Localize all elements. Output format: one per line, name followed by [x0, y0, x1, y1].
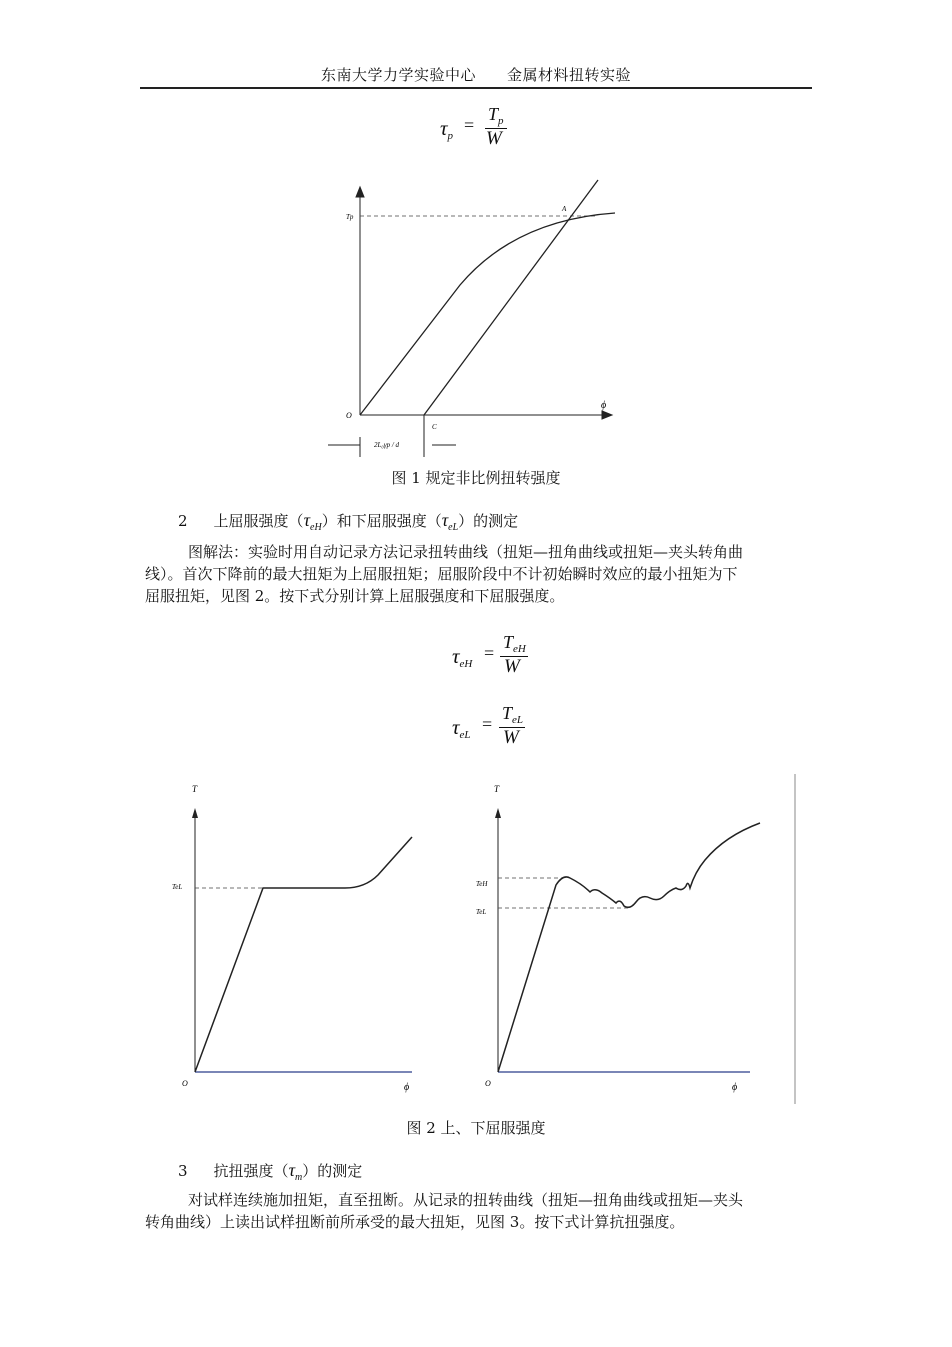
fig2-right-label-o: O [485, 1079, 491, 1088]
figure-2-chart [150, 770, 810, 1110]
eq-el-lhs-sub: eL [459, 729, 471, 741]
equation-tau-eh [452, 632, 542, 682]
section-2-paragraph [145, 541, 815, 607]
eq-el-lhs: τ [452, 715, 460, 739]
eq-eh-denominator: W [504, 656, 520, 677]
header-rule [140, 87, 812, 89]
fig1-x-arrow [602, 411, 612, 419]
section-3-paragraph [145, 1189, 815, 1233]
section-2-para-line-3: 屈服扭矩，见图 2。按下式分别计算上屈服强度和下屈服强度。 [145, 587, 565, 605]
fig1-label-tp: Tp [346, 213, 354, 221]
eq-el-numerator: T [502, 703, 513, 723]
fig1-label-c: C [432, 423, 437, 431]
section-3-sub: m [295, 1172, 303, 1183]
eq-p-equals: = [464, 115, 475, 135]
fig1-label-phi: ϕ [601, 400, 607, 411]
eq-eh-lhs-sub: eH [459, 658, 473, 670]
fig1-axes [356, 187, 612, 419]
fig2-left-label-phi: ϕ [404, 1082, 410, 1093]
section-2-text-2: ）和下屈服强度（ [321, 512, 442, 530]
eq-eh-numerator: T [503, 632, 514, 652]
section-2-text-1: 上屈服强度（ [213, 512, 304, 530]
section-2-sub-1: eH [310, 522, 322, 533]
fig1-y-arrow [356, 187, 364, 197]
fig2-left-label-tel: TeL [172, 883, 183, 891]
fig2-right-panel [476, 784, 760, 1093]
section-3-heading [178, 1160, 778, 1181]
figure-1-caption: 图 1 规定非比例扭转强度 [391, 469, 561, 487]
equation-tau-el [452, 703, 542, 753]
eq-p-lhs: τ [440, 116, 448, 140]
section-2-text-3: ）的测定 [458, 512, 519, 530]
fig2-right-y-arrow [495, 808, 501, 818]
section-3-number: 3 [178, 1162, 188, 1180]
section-2-heading [178, 510, 778, 531]
eq-eh-numerator-sub: eH [513, 643, 526, 655]
section-3-text-2: ）的测定 [302, 1162, 363, 1180]
eq-eh-equals: = [484, 643, 495, 663]
figure-2-caption: 图 2 上、下屈服强度 [406, 1119, 546, 1137]
equation-tau-p [440, 104, 520, 154]
eq-el-numerator-sub: eL [512, 714, 524, 726]
section-2-para-line-2: 线）。首次下降前的最大扭矩为上屈服扭矩；屈服阶段中不计初始瞬时效应的最小扭矩为下 [145, 565, 738, 583]
fig2-left-panel [172, 784, 412, 1093]
fig2-right-label-teh: TeH [476, 880, 488, 888]
eq-el-denominator: W [503, 727, 519, 748]
section-2-sub-2: eL [448, 522, 459, 533]
fig2-left-curve [195, 837, 412, 1072]
eq-p-lhs-sub: p [447, 130, 454, 142]
fig1-label-offset: 2L₀γp / d [374, 441, 400, 449]
eq-p-denominator: W [486, 128, 502, 149]
fig2-right-label-t: T [494, 784, 500, 794]
fig2-right-curve [498, 823, 760, 1072]
section-2-symbol-1: τ [303, 510, 311, 530]
section-3-para-line-1: 对试样连续施加扭矩，直至扭断。从记录的扭转曲线（扭矩—扭角曲线或扭矩—夹头 [188, 1191, 744, 1209]
fig2-left-label-t: T [192, 784, 198, 794]
figure-1-chart [310, 175, 640, 470]
page-header: 东南大学力学实验中心 金属材料扭转实验 [320, 66, 631, 84]
section-2-para-line-1: 图解法：实验时用自动记录方法记录扭转曲线（扭矩—扭角曲线或扭矩—夹头转角曲 [188, 543, 744, 561]
fig1-label-o: O [346, 411, 352, 420]
fig2-right-label-tel: TeL [476, 908, 487, 916]
section-3-para-line-2: 转角曲线）上读出试样扭断前所承受的最大扭矩，见图 3。按下式计算抗扭强度。 [145, 1213, 685, 1231]
fig2-left-y-arrow [192, 808, 198, 818]
section-3-symbol: τ [288, 1160, 296, 1180]
fig2-right-label-phi: ϕ [732, 1082, 738, 1093]
eq-p-numerator-sub: p [498, 115, 504, 127]
eq-p-numerator: T [488, 104, 499, 124]
fig1-torque-curve [360, 213, 615, 415]
section-2-number: 2 [178, 512, 188, 530]
section-2-symbol-2: τ [441, 510, 449, 530]
eq-el-equals: = [482, 714, 493, 734]
eq-eh-lhs: τ [452, 644, 460, 668]
fig1-label-a: A [562, 205, 567, 213]
section-3-text-1: 抗扭强度（ [213, 1162, 289, 1180]
fig2-left-label-o: O [182, 1079, 188, 1088]
